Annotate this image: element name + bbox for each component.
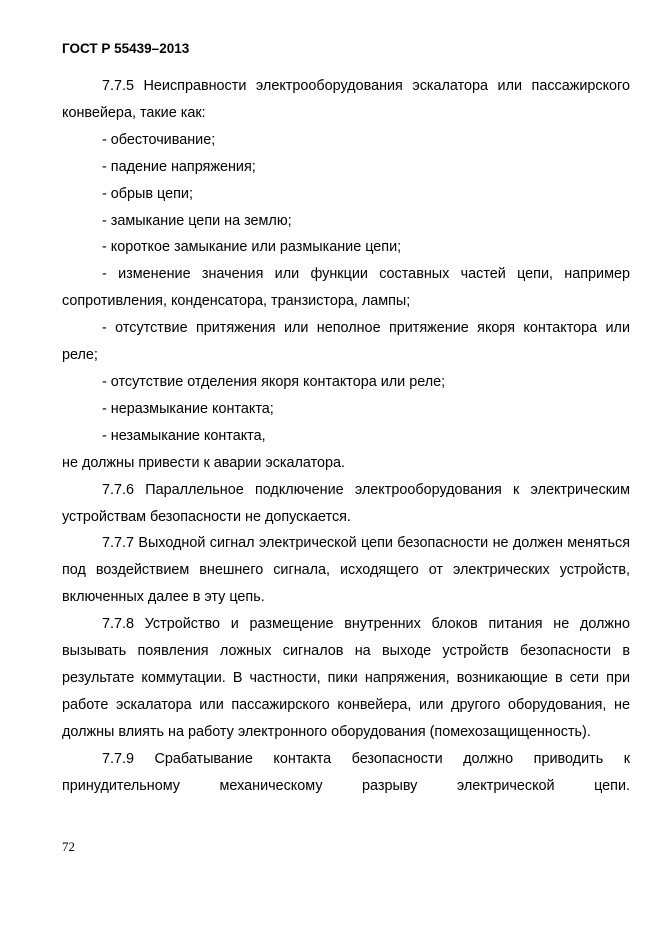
list-item: - неразмыкание контакта; [102,400,274,417]
page-number: 72 [62,839,75,854]
list-item: - отсутствие притяжения или неполное притяжение якоря контактора или реле; [62,320,630,364]
section-7-7-5-outro: не должны привести к аварии эскалатора. [62,454,346,471]
document-body [62,73,630,799]
section-7-7-7: 7.7.7 Выходной сигнал электрической цепи безопасности не должен меняться под воздействием внешнего сигнала, исходящего от электрических устройств, включенных далее в эту цепь. [62,535,630,606]
document-header: ГОСТ Р 55439–2013 [62,41,190,56]
section-7-7-8: 7.7.8 Устройство и размещение внутренних блоков питания не должно вызывать появления ложных сигналов на выходе устройств безопасности в результате коммутации. В частности, пики напряжения, возникающие в сети при работе эскалатора или пассажирского конвейера, или другого оборудования, не должны влиять на работу электронного оборудования (помехозащищенность). [62,616,630,740]
section-7-7-5-intro: 7.7.5 Неисправности электрооборудования эскалатора или пассажирского конвейера, такие как: [62,78,630,121]
list-item: - падение напряжения; [102,158,256,175]
list-item: - изменение значения или функции составных частей цепи, например сопротивления, конденсатора, транзистора, лампы; [62,266,630,310]
list-item: - незамыкание контакта, [102,427,266,444]
list-item: - обесточивание; [102,131,216,148]
list-item: - короткое замыкание или размыкание цепи; [102,239,402,256]
list-item: - отсутствие отделения якоря контактора или реле; [102,373,446,390]
section-7-7-6: 7.7.6 Параллельное подключение электрооборудования к электрическим устройствам безопасности не допускается. [62,481,630,525]
list-item: - обрыв цепи; [102,185,193,202]
list-item: - замыкание цепи на землю; [102,212,292,229]
section-7-7-9: 7.7.9 Срабатывание контакта безопасности должно приводить к принудительному механическому разрыву электрической цепи. [62,750,630,794]
